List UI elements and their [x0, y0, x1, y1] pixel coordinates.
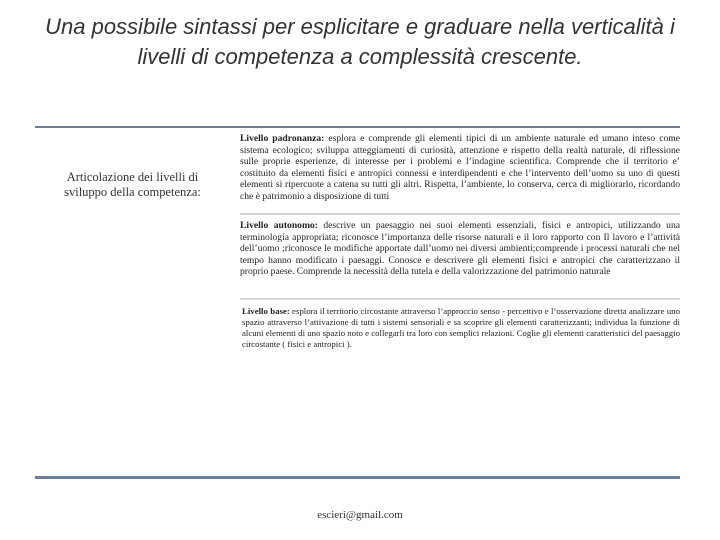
level-autonomo — [240, 220, 680, 278]
bottom-divider — [35, 476, 680, 479]
top-divider — [35, 126, 680, 128]
level-base — [242, 306, 680, 350]
level-autonomo-name: Livello autonomo: — [240, 220, 318, 231]
level-padronanza-name: Livello padronanza: — [240, 133, 325, 144]
level-base-text: esplora il territorio circostante attraverso l’approccio senso - percettivo e l’osservazione diretta analizzare uno spazio attraverso l’attivazione di tutti i sistemi sensoriali e sa scoprire gli elementi caratterizzanti; individua la funzione di alcuni elementi di uno spazio noto e collegarli tra loro con semplici relazioni. Coglie gli elementi caratteristici del paesaggio circostante ( fisici e antropici ). — [242, 306, 680, 349]
level-padronanza — [240, 133, 680, 203]
level-separator — [240, 298, 680, 300]
slide-title: Una possibile sintassi per esplicitare e graduare nella verticalità i livelli di competenza a complessità crescente. — [45, 14, 675, 69]
level-separator — [240, 213, 680, 215]
footer-email: escieri@gmail.com — [317, 509, 403, 521]
level-autonomo-text: descrive un paesaggio nei suoi elementi essenziali, fisici e antropici, utilizzando una terminologia appropriata; riconosce l’importanza delle risorse naturali e il loro rapporto con Il lavoro e l’attività dell’uomo ;riconosce le modifiche apportate dall’uomo nei diversi ambienti;comprende i processi naturali che nel tempo hanno modificato i paesaggi. Conosce e descrivere gli elementi fisici e antropici che caratterizzano il proprio paese. Comprende la necessità della tutela e della valorizzazione del patrimonio naturale — [240, 220, 681, 278]
level-padronanza-text: esplora e comprende gli elementi tipici di un ambiente naturale ed umano inteso come sistema ecologico; sviluppa atteggiamenti di curiosità, attenzione e rispetto della realtà naturale, di riflessione sulle proprie esperienze, di interesse per i problemi e l’indagine scientifica. Comprende che il territorio e’ costituito da elementi fisici e antropici connessi e interdipendenti e che l’intervento dell’uomo su uno di questi elementi si ripercuote a catena su tutti gli altri. Rispetta, l’ambiente, lo conserva, cerca di migliorarlo, ricordando che è patrimonio a disposizione di tutti — [240, 133, 680, 202]
levels-heading: Articolazione dei livelli di sviluppo della competenza: — [64, 170, 201, 199]
level-base-name: Livello base: — [242, 306, 290, 316]
